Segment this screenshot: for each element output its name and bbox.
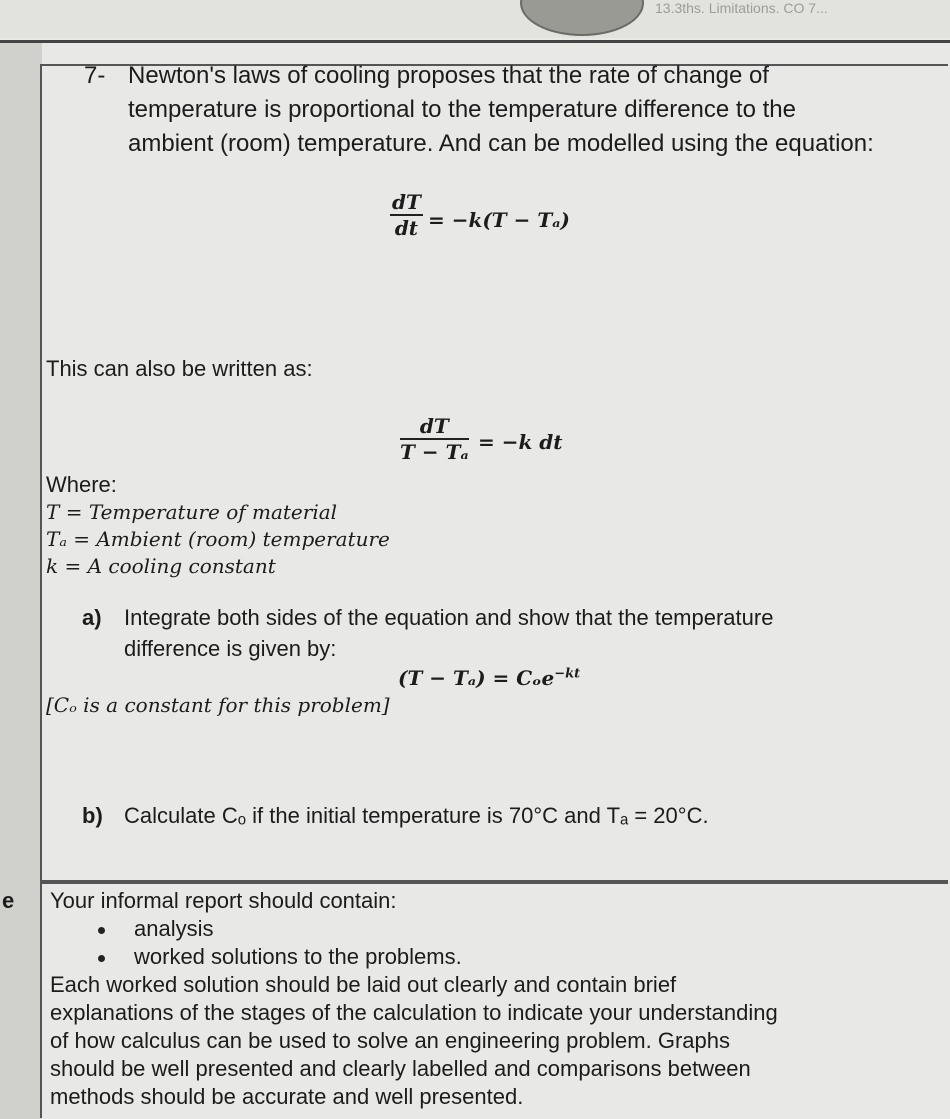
eq1-rhs: = −k(T − Tₐ) (428, 208, 570, 232)
header-fragment: 13.3ths. Limitations. CO 7... (655, 0, 828, 16)
where-label: Where: (46, 472, 117, 497)
also-written-text: This can also be written as: (46, 356, 313, 381)
part-b-label: b) (82, 803, 103, 828)
intro-line-1: Newton's laws of cooling proposes that the rate of change of (128, 62, 769, 89)
intro-line-2: temperature is proportional to the temperature difference to the (128, 96, 796, 123)
definition-temperature: T = Temperature of material (46, 500, 338, 524)
part-a-label: a) (82, 605, 102, 630)
eq2-numerator: dT (400, 414, 469, 440)
eq2-denominator: T − Tₐ (400, 440, 469, 464)
part-a-note: [Cₒ is a constant for this problem] (46, 693, 390, 717)
part-a-line-2: difference is given by: (124, 636, 337, 661)
report-bullet-analysis: analysis (134, 916, 214, 941)
eq1-fraction (390, 190, 423, 240)
top-rule (0, 40, 950, 43)
report-intro: Your informal report should contain: (50, 888, 397, 913)
bullet-dot (98, 955, 105, 962)
report-line-2: explanations of the stages of the calculation to indicate your understanding (50, 1000, 778, 1025)
part-b-text: Calculate Cₒ if the initial temperature is 70°C and Tₐ = 20°C. (124, 803, 709, 828)
report-line-4: should be well presented and clearly labelled and comparisons between (50, 1056, 751, 1081)
definition-ambient: Tₐ = Ambient (room) temperature (46, 527, 390, 551)
eq1-denominator: dt (394, 216, 419, 240)
report-line-1: Each worked solution should be laid out clearly and contain brief (50, 972, 677, 997)
part-a-result-exponent: −kt (554, 666, 581, 682)
eq2-rhs: = −k dt (478, 430, 563, 454)
part-a-result-equation (398, 666, 580, 690)
part-a-line-1: Integrate both sides of the equation and show that the temperature (124, 605, 774, 630)
left-margin-strip (0, 40, 42, 1119)
eq1-numerator: dT (392, 190, 421, 214)
report-line-3: of how calculus can be used to solve an engineering problem. Graphs (50, 1028, 730, 1053)
question-number: 7- (84, 62, 106, 89)
intro-line-3: ambient (room) temperature. And can be modelled using the equation: (128, 130, 874, 157)
edge-letter: e (2, 888, 15, 913)
eq2-fraction (400, 414, 469, 464)
definition-constant: k = A cooling constant (46, 554, 276, 578)
question-box (40, 64, 948, 884)
part-a-result-base: (T − Tₐ) = Cₒe (398, 666, 555, 690)
report-bullet-solutions: worked solutions to the problems. (134, 944, 462, 969)
report-line-5: methods should be accurate and well presented. (50, 1084, 524, 1109)
bullet-dot (98, 927, 105, 934)
